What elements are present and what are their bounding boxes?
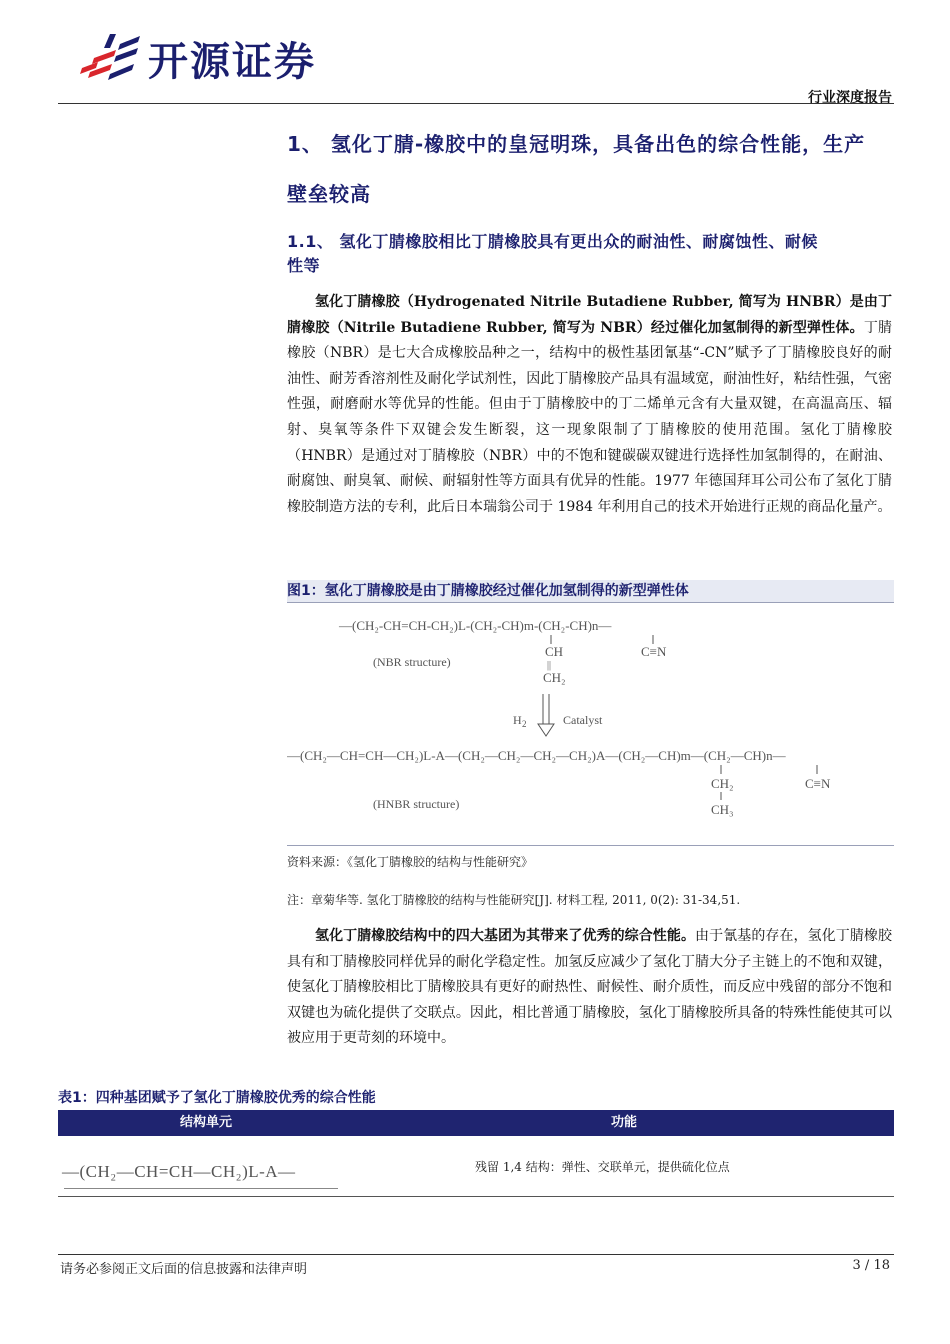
footer-disclaimer: 请务必参阅正文后面的信息披露和法律声明: [60, 1262, 308, 1277]
subsection-heading-1-1: 1.1、 氢化丁腈橡胶相比丁腈橡胶具有更出众的耐油性、耐腐蚀性、耐候: [287, 232, 818, 251]
table-caption: 表1：四种基团赋予了氢化丁腈橡胶优秀的综合性能: [58, 1090, 376, 1106]
svg-text:C≡N: C≡N: [641, 644, 667, 659]
chemical-structure-diagram: [287, 606, 894, 842]
table-cell-structure: —(CH₂—CH=CH—CH₂)L-A—: [62, 1162, 296, 1181]
figure-caption: 图1：氢化丁腈橡胶是由丁腈橡胶经过催化加氢制得的新型弹性体: [287, 580, 894, 602]
logo-text: 开源证券: [148, 39, 316, 85]
paragraph-groups-lead: 氢化丁腈橡胶结构中的四大基团为其带来了优秀的综合性能。: [315, 928, 696, 944]
section-heading-1-cont: 壁垒较高: [287, 182, 371, 206]
svg-text:—(CH₂—CH=CH—CH₂)L-A—(CH₂—CH₂—C: —(CH₂—CH=CH—CH₂)L-A—(CH₂—CH₂—CH₂—CH₂)A—(CH₂—CH)m—(CH₂—CH)n—: [287, 748, 786, 763]
nbr-structure-label: (NBR structure): [373, 655, 451, 669]
footer-divider: [58, 1254, 894, 1255]
svg-text:CH₃: CH₃: [711, 802, 734, 817]
paragraph-groups-body: 由于氰基的存在，氢化丁腈橡胶具有和丁腈橡胶同样优异的耐化学稳定性。加氢反应减少了氢化丁腈大分子主链上的不饱和双键，使氢化丁腈橡胶相比丁腈橡胶具有更好的耐热性、耐候性、耐介质性，而反应中残留的部分不饱和双键也为硫化提供了交联点。因此，相比普通丁腈橡胶，氢化丁腈橡胶所具备的特殊性能使其可以被应用于更苛刻的环境中。: [287, 928, 893, 1047]
figure-top-rule: [287, 602, 894, 603]
table-header-function: 功能: [610, 1115, 637, 1130]
logo-icon: [76, 28, 144, 84]
figure-source: 资料来源：《氢化丁腈橡胶的结构与性能研究》: [287, 855, 534, 869]
svg-text:2: 2: [522, 719, 527, 729]
catalyst-label: Catalyst: [563, 713, 603, 727]
svg-text:C≡N: C≡N: [805, 776, 831, 791]
table-cell-structure-rule: [64, 1188, 338, 1189]
table-header-structure: 结构单元: [179, 1115, 232, 1130]
hnbr-structure-label: (HNBR structure): [373, 797, 460, 811]
section-heading-1: 1、 氢化丁腈-橡胶中的皇冠明珠，具备出色的综合性能，生产: [287, 132, 866, 156]
hydrogen-label: H: [513, 713, 522, 727]
table-cell-function: 残留 1,4 结构：弹性、交联单元，提供硫化位点: [475, 1160, 730, 1174]
figure-bottom-rule: [287, 845, 894, 846]
svg-text:CH₂: CH₂: [711, 776, 734, 791]
header-divider: [58, 103, 894, 104]
figure-note: 注：章菊华等. 氢化丁腈橡胶的结构与性能研究[J]. 材料工程, 2011, 0(2): 31-34,51.: [287, 893, 741, 907]
report-type: 行业深度报告: [808, 90, 892, 106]
page-number: 3 / 18: [852, 1258, 890, 1273]
svg-text:—(CH₂-CH=CH-CH₂)L-(CH₂-CH)m-(C: —(CH₂-CH=CH-CH₂)L-(CH₂-CH)m-(CH₂-CH)n—: [339, 618, 612, 633]
paragraph-groups: [287, 924, 892, 1052]
svg-text:||: ||: [547, 660, 552, 671]
svg-text:CH: CH: [545, 644, 564, 659]
subsection-heading-1-1-cont: 性等: [287, 256, 321, 275]
paragraph-intro-lead: 氢化丁腈橡胶（Hydrogenated Nitrile Butadiene Rubber, 简写为 HNBR）是由丁腈橡胶（Nitrile Butadiene Rubber, 简写为 NBR）经过催化加氢制得的新型弹性体。: [287, 294, 892, 336]
paragraph-intro-body: 丁腈橡胶（NBR）是七大合成橡胶品种之一，结构中的极性基团氰基“-CN”赋予了丁腈橡胶良好的耐油性、耐芳香溶剂性及耐化学试剂性，因此丁腈橡胶产品具有温域宽，耐油性好，粘结性强，气密性强，耐磨耐水等优异的性能。但由于丁腈橡胶中的丁二烯单元含有大量双键，在高温高压、辐射、臭氧等条件下双键会发生断裂，这一现象限制了丁腈橡胶的使用范围。氢化丁腈橡胶（HNBR）是通过对丁腈橡胶（NBR）中的不饱和键碳碳双键进行选择性加氢制得的，在耐油、耐腐蚀、耐臭氧、耐候、耐辐射性等方面具有优异的性能。1977 年德国拜耳公司公布了氢化丁腈橡胶制造方法的专利，此后日本瑞翁公司于 1984 年利用自己的技术开始进行正规的商品化量产。: [287, 319, 893, 515]
reaction-arrow-icon: [538, 694, 554, 736]
svg-text:CH₂: CH₂: [543, 670, 566, 685]
table-bottom-rule: [58, 1196, 894, 1197]
paragraph-intro: [287, 290, 892, 520]
